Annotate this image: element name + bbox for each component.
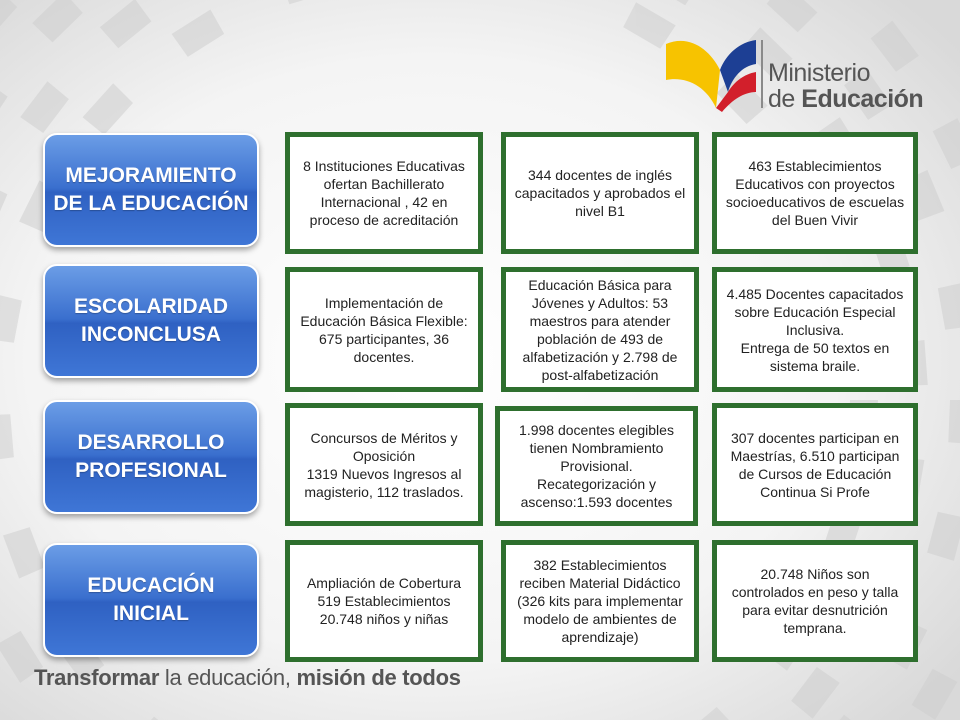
logo-line-2-prefix: de: [768, 85, 802, 113]
box-row3-col2: 1.998 docentes elegibles tienen Nombramiento Provisional. Recategorización y ascenso:1.593 docentes: [495, 406, 698, 526]
logo-line-2: [768, 86, 923, 112]
box-row2-col1: Implementación de Educación Básica Flexible: 675 participantes, 36 docentes.: [285, 267, 483, 392]
category-inicial: EDUCACIÓN INICIAL: [43, 543, 259, 657]
box-row4-col1: Ampliación de Cobertura 519 Establecimientos 20.748 niños y niñas: [285, 540, 483, 662]
box-row2-col3: 4.485 Docentes capacitados sobre Educación Especial Inclusiva. Entrega de 50 textos en sistema braile.: [712, 267, 918, 392]
box-row4-col3: 20.748 Niños son controlados en peso y talla para evitar desnutrición temprana.: [712, 540, 918, 662]
box-row3-col1: Concursos de Méritos y Oposición 1319 Nuevos Ingresos al magisterio, 112 traslados.: [285, 403, 483, 526]
flag-logo-icon: [660, 30, 760, 114]
category-escolaridad: ESCOLARIDAD INCONCLUSA: [43, 264, 259, 378]
box-row4-col2: 382 Establecimientos reciben Material Didáctico (326 kits para implementar modelo de ambientes de aprendizaje): [501, 540, 699, 662]
box-row1-col3: 463 Establecimientos Educativos con proyectos socioeducativos de escuelas del Buen Vivir: [712, 132, 918, 254]
box-row1-col2: 344 docentes de inglés capacitados y aprobados el nivel B1: [501, 132, 699, 254]
logo-line-2-bold: Educación: [801, 85, 924, 113]
box-row2-col2: Educación Básica para Jóvenes y Adultos: 53 maestros para atender población de 493 de alfabetización y 2.798 de post-alfabetización: [501, 267, 699, 392]
logo-line-1: Ministerio: [768, 59, 870, 87]
footer-part-3: misión de todos: [296, 665, 461, 690]
footer-part-2: la educación,: [159, 665, 297, 690]
category-desarrollo: DESARROLLO PROFESIONAL: [43, 400, 259, 514]
box-row3-col3: 307 docentes participan en Maestrías, 6.510 participan de Cursos de Educación Continua Si Profe: [712, 403, 918, 526]
box-row1-col1: 8 Instituciones Educativas ofertan Bachillerato Internacional , 42 en proceso de acreditación: [285, 132, 483, 254]
ministerio-logo: [660, 30, 924, 114]
footer-part-1: Transformar: [34, 665, 160, 690]
footer-slogan: [34, 665, 461, 691]
background-arc-segment: [948, 400, 960, 445]
logo-divider: [761, 40, 763, 108]
category-mejoramiento: MEJORAMIENTO DE LA EDUCACIÓN: [43, 133, 259, 247]
